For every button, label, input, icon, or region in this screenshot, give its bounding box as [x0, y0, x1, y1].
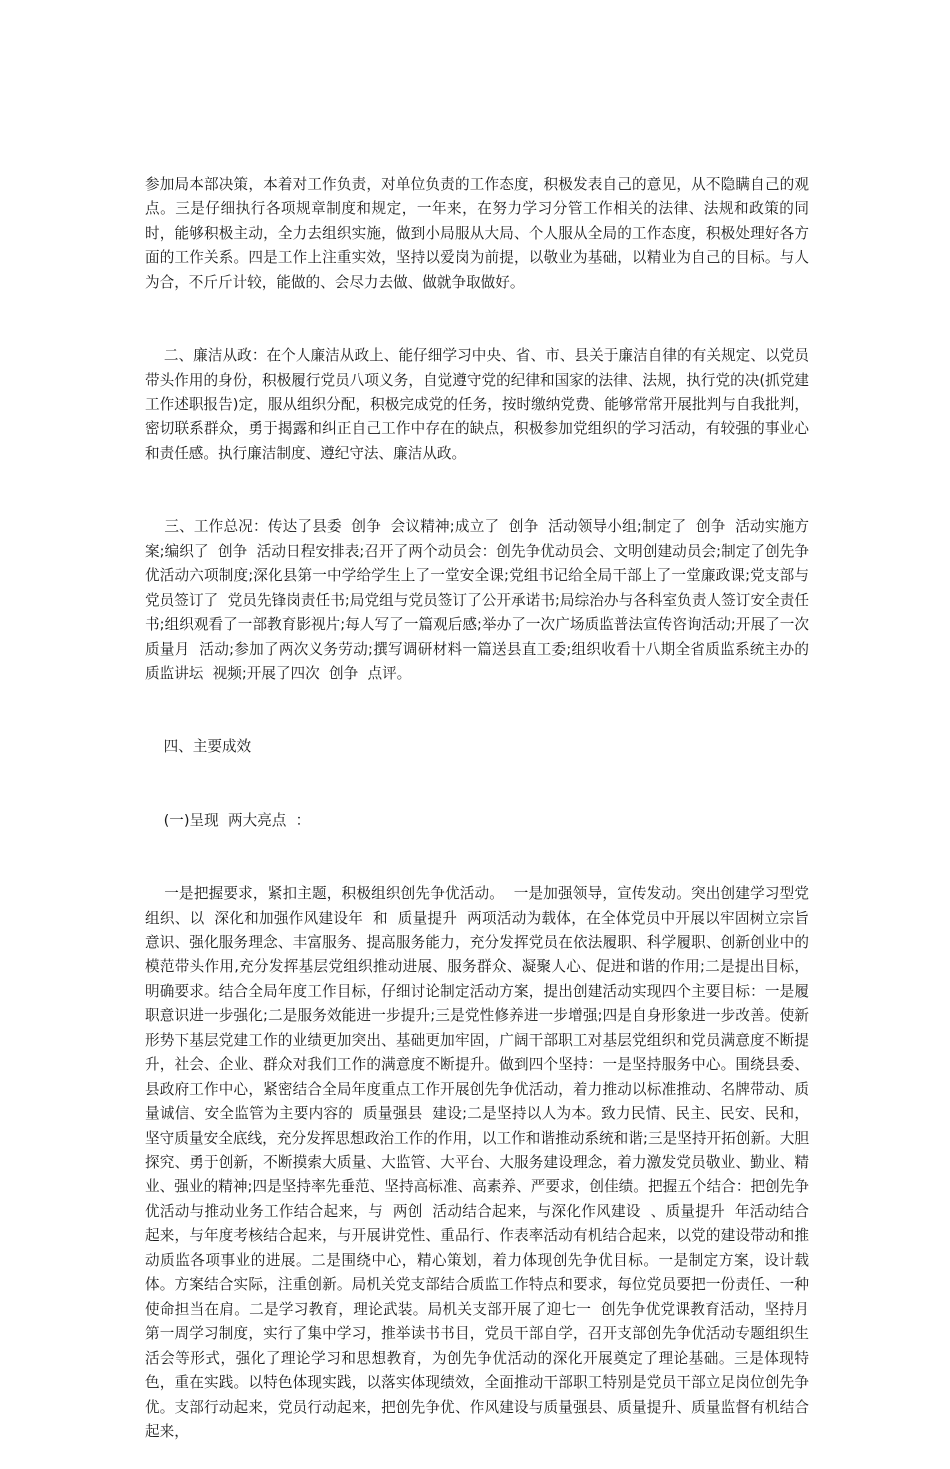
- paragraph-work-attitude: 参加局本部决策，本着对工作负责，对单位负责的工作态度，积极发表自己的意见，从不隐瞒自己的观点。三是仔细执行各项规章制度和规定，一年来，在努力学习分管工作相关的法律、法规和政策的同时，能够积极主动，全力去组织实施，做到小局服从大局、个人服从全局的工作态度，积极处理好各方面的工作关系。四是工作上注重实效，坚持以爱岗为前提，以敬业为基础，以精业为自己的目标。与人为合，不斤斤计较，能做的、会尽力去做、做就争取做好。: [145, 175, 809, 291]
- paragraph-clean-governance: 二、廉洁从政：在个人廉洁从政上、能仔细学习中央、省、市、县关于廉洁自律的有关规定、以党员带头作用的身份，积极履行党员八项义务，自觉遵守党的纪律和国家的法律、法规，执行党的决(抓党建工作述职报告)定，服从组织分配，积极完成党的任务，按时缴纳党费、能够常常开展批判与自我批判，密切联系群众，勇于揭露和纠正自己工作中存在的缺点，积极参加党组织的学习活动，有较强的事业心和责任感。执行廉洁制度、遵纪守法、廉洁从政。: [145, 347, 809, 462]
- paragraph-work-overview: 三、工作总况：传达了县委 创争 会议精神;成立了 创争 活动领导小组;制定了 创争 活动实施方案;编织了 创争 活动日程安排表;召开了两个动员会：创先争优动员会、文明创建动员会;制定了创先争优活动六项制度;深化县第一中学给学生上了一堂安全课;党组书记给全局干部上了一堂廉政课;党支部与党员签订了 党员先锋岗责任书;局党组与党员签订了公开承诺书;局综治办与各科室负责人签订安全责任书;组织观看了一部教育影视片;每人写了一篇观后感;举办了一次广场质监普法宣传咨询活动;开展了一次 质量月 活动;参加了两次义务劳动;撰写调研材料一篇送县直工委;组织收看十八期全省质监系统主办的 质监讲坛 视频;开展了四次 创争 点评。: [145, 518, 819, 682]
- subsection-heading-two-highlights: (一)呈现 两大亮点 ：: [145, 811, 311, 829]
- document-body: [145, 124, 819, 1469]
- section-heading-main-results: 四、主要成效: [145, 738, 252, 756]
- paragraph-highlights-detail: 一是把握要求，紧扣主题，积极组织创先争优活动。 一是加强领导，宣传发动。突出创建学习型党组织、以 深化和加强作风建设年 和 质量提升 两项活动为载体，在全体党员中开展以牢固树立宗旨意识、强化服务理念、丰富服务、提高服务能力，充分发挥党员在依法履职、科学履职、创新创业中的模范带头作用,充分发挥基层党组织推动进展、服务群众、凝聚人心、促进和谐的作用;二是提出目标，明确要求。结合全局年度工作目标，仔细讨论制定活动方案，提出创建活动实现四个主要目标：一是履职意识进一步强化;二是服务效能进一步提升;三是党性修养进一步增强;四是自身形象进一步改善。使新形势下基层党建工作的业绩更加突出、基础更加牢固，广阔干部职工对基层党组织和党员满意度不断提升，社会、企业、群众对我们工作的满意度不断提升。做到四个坚持：一是坚持服务中心。围绕县委、县政府工作中心，紧密结合全局年度重点工作开展创先争优活动，着力推动以标准推动、名牌带动、质量诚信、安全监管为主要内容的 质量强县 建设;二是坚持以人为本。致力民情、民主、民安、民和，坚守质量安全底线，充分发挥思想政治工作的作用，以工作和谐推动系统和谐;三是坚持开拓创新。大胆探究、勇于创新，不断摸索大质量、大监管、大平台、大服务建设理念，着力激发党员敬业、勤业、精业、强业的精神;四是坚持率先垂范、坚持高标准、高素养、严要求，创佳绩。把握五个结合：把创先争优活动与推动业务工作结合起来，与 两创 活动结合起来，与深化作风建设 、质量提升 年活动结合起来，与年度考核结合起来，与开展讲党性、重品行、作表率活动有机结合起来，以党的建设带动和推动质监各项事业的进展。二是围绕中心，精心策划，着力体现创先争优目标。一是制定方案，设计载体。方案结合实际，注重创新。局机关党支部结合质监工作特点和要求，每位党员要把一份责任、一种使命担当在肩。二是学习教育，理论武装。局机关支部开展了迎七一 创先争优党课教育活动，坚持月第一周学习制度，实行了集中学习，推举读书书目，党员干部自学，召开支部创先争优活动专题组织生活会等形式，强化了理论学习和思想教育，为创先争优活动的深化开展奠定了理论基础。三是体现特色，重在实践。以特色体现实践，以落实体现绩效，全面推动干部职工特别是党员干部立足岗位创先争优。支部行动起来，党员行动起来，把创先争优、作风建设与质量强县、质量提升、质量监督有机结合起来，: [145, 885, 809, 1441]
